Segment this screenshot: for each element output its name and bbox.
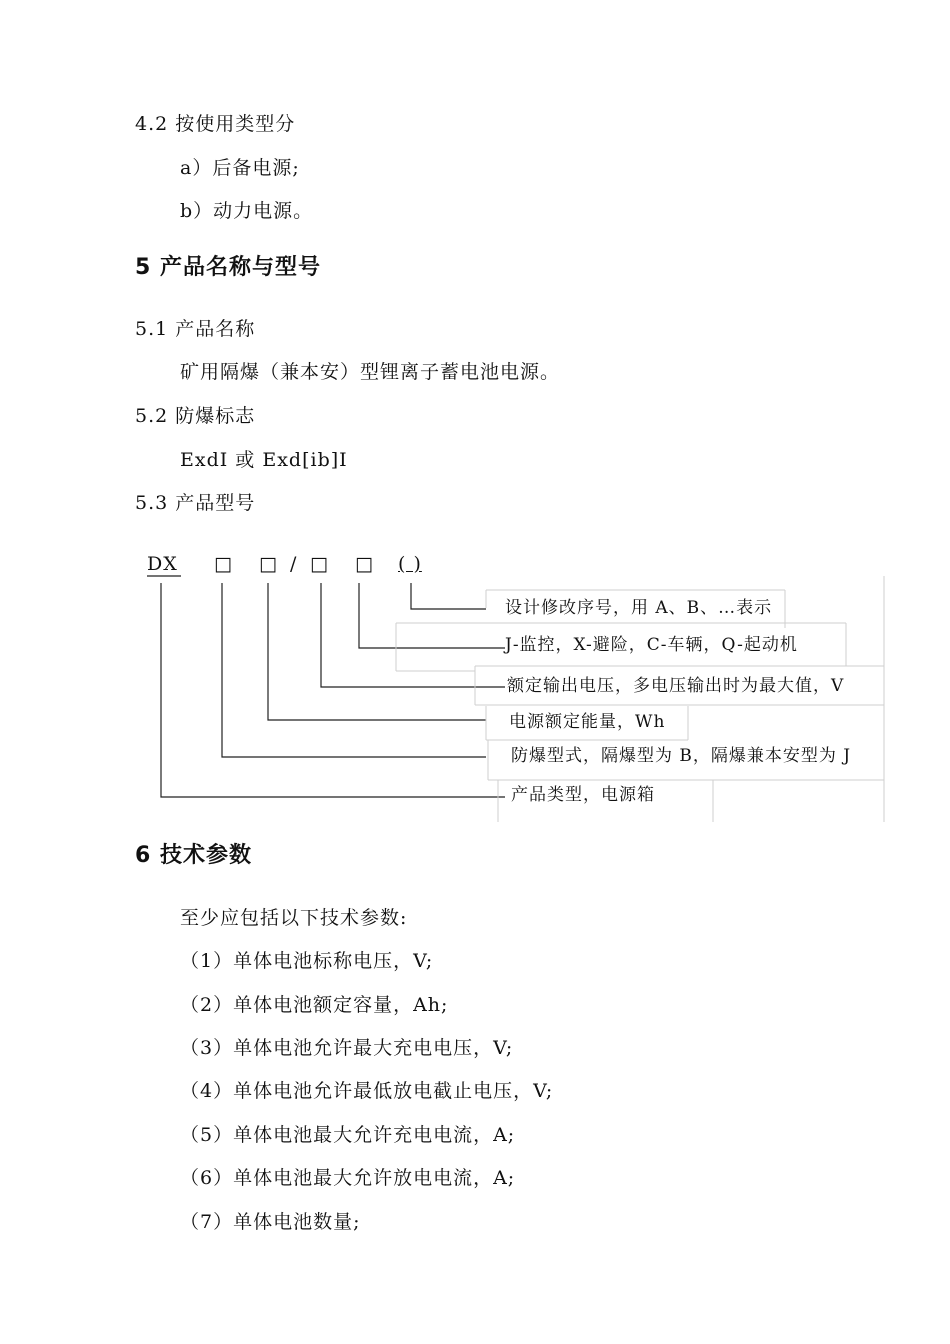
section-5-heading: 5 产品名称与型号 <box>135 255 321 280</box>
diagram-label-revision: 设计修改序号，用 A、B、…表示 <box>505 598 773 618</box>
diagram-label-usage: J-监控，X-避险，C-车辆，Q-起动机 <box>505 635 798 655</box>
model-code-box: □ <box>310 553 329 575</box>
list-item: （1）单体电池标称电压，V; <box>180 950 434 972</box>
diagram-label-energy: 电源额定能量，Wh <box>509 712 666 732</box>
section-6-intro: 至少应包括以下技术参数: <box>180 907 408 929</box>
list-item: （7）单体电池数量; <box>180 1211 361 1233</box>
diagram-label-voltage: 额定输出电压，多电压输出时为最大值，V <box>507 676 845 696</box>
list-item: （5）单体电池最大允许充电电流，A; <box>180 1124 516 1146</box>
list-item: （6）单体电池最大允许放电电流，A; <box>180 1167 516 1189</box>
section-5-2-heading: 5.2 防爆标志 <box>135 405 256 427</box>
list-item: a）后备电源; <box>180 157 300 179</box>
model-code-box: □ <box>259 553 278 575</box>
model-code-box: □ <box>214 553 233 575</box>
list-item: b）动力电源。 <box>180 200 314 222</box>
model-code-box: □ <box>355 553 374 575</box>
explosion-mark-text: ExdI 或 Exd[ib]I <box>180 449 348 471</box>
diagram-label-explosion-type: 防爆型式，隔爆型为 B，隔爆兼本安型为 J <box>511 746 852 766</box>
list-item: （2）单体电池额定容量，Ah; <box>180 994 449 1016</box>
model-code-revision: ( ) <box>398 553 422 575</box>
section-5-1-heading: 5.1 产品名称 <box>135 318 256 340</box>
list-item: （3）单体电池允许最大充电电压，V; <box>180 1037 514 1059</box>
section-4-2-heading: 4.2 按使用类型分 <box>135 113 296 135</box>
list-item: （4）单体电池允许最低放电截止电压，V; <box>180 1080 554 1102</box>
product-name-text: 矿用隔爆（兼本安）型锂离子蓄电池电源。 <box>180 361 561 383</box>
model-code-prefix: DX <box>147 553 178 575</box>
model-code-slash: / <box>290 553 298 575</box>
diagram-label-product-type: 产品类型，电源箱 <box>511 785 655 805</box>
section-5-3-heading: 5.3 产品型号 <box>135 492 256 514</box>
section-6-heading: 6 技术参数 <box>135 843 252 868</box>
